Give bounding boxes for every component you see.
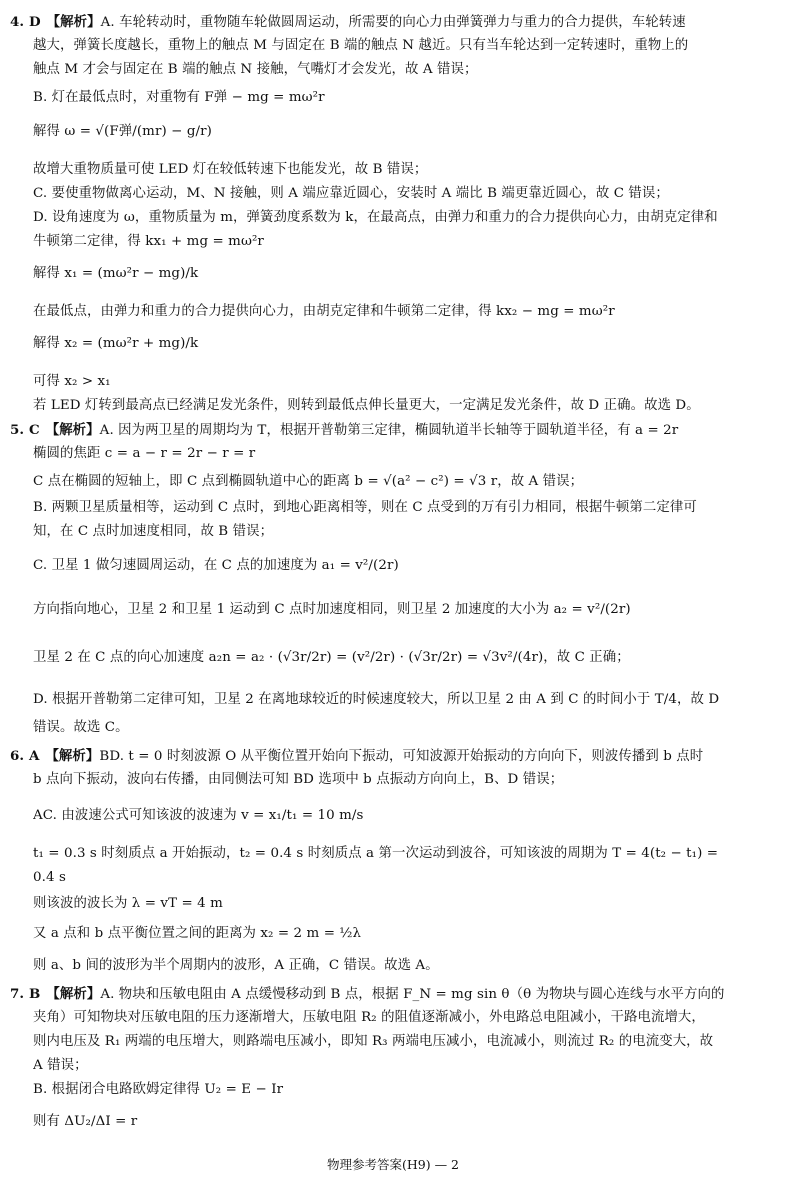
q5-line-6: C. 卫星 1 做匀速圆周运动，在 C 点的加速度为 a₁ = v²/(2r) [33,558,399,573]
q4-line-13: 可得 x₂ > x₁ [33,374,111,389]
q5-line-5: 知，在 C 点时加速度相同，故 B 错误； [33,524,274,539]
q4-line-12: 解得 x₂ = (mω²r + mg)/k [33,336,199,351]
q5-line-1: 5. C 【解析】A. 因为两卫星的周期均为 T，根据开普勒第三定律，椭圆轨道半长轴等于圆轨道半径，有 a = 2r [10,422,679,438]
q4-line-11: 在最低点，由弹力和重力的合力提供向心力，由胡克定律和牛顿第二定律，得 kx₂ − mg = mω²r [33,304,615,319]
q4-line-9: 牛顿第二定律，得 kx₁ + mg = mω²r [33,234,264,249]
q4-tag: 【解析】 [46,14,101,30]
q4-line-8: D. 设角速度为 ω，重物质量为 m，弹簧劲度系数为 k，在最高点，由弹力和重力的合力提供向心力，由胡克定律和 [33,210,718,225]
q4-line-7: C. 要使重物做离心运动，M、N 接触，则 A 端应靠近圆心，安装时 A 端比 B 端更靠近圆心，故 C 错误； [33,186,669,201]
q4-line-5: 解得 ω = √(F弹/(mr) − g/r) [33,124,212,139]
q6-number: 6. A [10,748,40,764]
q5-line-10: 错误。故选 C。 [33,720,129,735]
q5-line-2: 椭圆的焦距 c = a − r = 2r − r = r [33,446,256,461]
q7-line-1: 7. B 【解析】A. 物块和压敏电阻由 A 点缓慢移动到 B 点，根据 F_N = mg sin θ（θ 为物块与圆心连线与水平方向的 [10,986,725,1002]
q6-line-3: AC. 由波速公式可知该波的波速为 v = x₁/t₁ = 10 m/s [33,808,364,823]
q7-line-3: 则内电压及 R₁ 两端的电压增大，则路端电压减小，即知 R₃ 两端电压减小，电流减小，则流过 R₂ 的电流变大，故 [33,1034,714,1049]
q6-line-6: 则该波的波长为 λ = vT = 4 m [33,896,223,911]
q5-line-3: C 点在椭圆的短轴上，即 C 点到椭圆轨道中心的距离 b = √(a² − c²) = √3 r，故 A 错误； [33,474,584,489]
q4-line-6: 故增大重物质量可使 LED 灯在较低转速下也能发光，故 B 错误； [33,162,428,177]
q7-tag: 【解析】 [46,986,101,1002]
q6-line-1: 6. A 【解析】BD. t = 0 时刻波源 O 从平衡位置开始向下振动，可知波源开始振动的方向向下，则波传播到 b 点时 [10,748,704,764]
q6-line-2: b 点向下振动，波向右传播，由同侧法可知 BD 选项中 b 点振动方向向上，B、D 错误； [33,772,564,787]
q4-line-2: 越大，弹簧长度越长，重物上的触点 M 与固定在 B 端的触点 N 越近。只有当车轮达到一定转速时，重物上的 [33,38,689,53]
q4-number: 4. D [10,14,41,30]
q6-tag: 【解析】 [45,748,100,764]
q6-line-8: 则 a、b 间的波形为半个周期内的波形，A 正确，C 错误。故选 A。 [33,958,439,973]
q5-line-8: 卫星 2 在 C 点的向心加速度 a₂n = a₂ · (√3r/2r) = (v²/2r) · (√3r/2r) = √3v²/(4r)，故 C 正确； [33,650,630,665]
q4-line-4: B. 灯在最低点时，对重物有 F弹 − mg = mω²r [33,90,325,105]
q4-line-1: 4. D 【解析】A. 车轮转动时，重物随车轮做圆周运动，所需要的向心力由弹簧弹力与重力的合力提供，车轮转速 [10,14,686,30]
q6-line-4: t₁ = 0.3 s 时刻质点 a 开始振动，t₂ = 0.4 s 时刻质点 a 第一次运动到波谷，可知该波的周期为 T = 4(t₂ − t₁) = [33,846,719,861]
q5-tag: 【解析】 [45,422,100,438]
q4-line-14: 若 LED 灯转到最高点已经满足发光条件，则转到最低点伸长量更大，一定满足发光条件，故 D 正确。故选 D。 [33,398,700,413]
q7-line-5: B. 根据闭合电路欧姆定律得 U₂ = E − Ir [33,1082,284,1097]
q7-number: 7. B [10,986,41,1002]
q6-line-5: 0.4 s [33,870,66,885]
q4-line-10: 解得 x₁ = (mω²r − mg)/k [33,266,199,281]
q4-line-3: 触点 M 才会与固定在 B 端的触点 N 接触，气嘴灯才会发光，故 A 错误； [33,62,478,77]
q6-line-7: 又 a 点和 b 点平衡位置之间的距离为 x₂ = 2 m = ½λ [33,926,362,941]
q7-line-6: 则有 ΔU₂/ΔI = r [33,1114,138,1129]
q7-line-2: 夹角）可知物块对压敏电阻的压力逐渐增大，压敏电阻 R₂ 的阻值逐渐减小，外电路总电阻减小，干路电流增大， [33,1010,705,1025]
q5-line-4: B. 两颗卫星质量相等，运动到 C 点时，到地心距离相等，则在 C 点受到的万有引力相同，根据牛顿第二定律可 [33,500,697,515]
q7-line-4: A 错误； [33,1058,88,1073]
page-footer: 物理参考答案(H9) — 2 [326,1157,459,1172]
q5-line-7: 方向指向地心，卫星 2 和卫星 1 运动到 C 点时加速度相同，则卫星 2 加速度的大小为 a₂ = v²/(2r) [33,602,631,617]
q5-number: 5. C [10,422,40,438]
q5-line-9: D. 根据开普勒第二定律可知，卫星 2 在离地球较近的时候速度较大，所以卫星 2 由 A 到 C 的时间小于 T/4，故 D [33,692,720,707]
